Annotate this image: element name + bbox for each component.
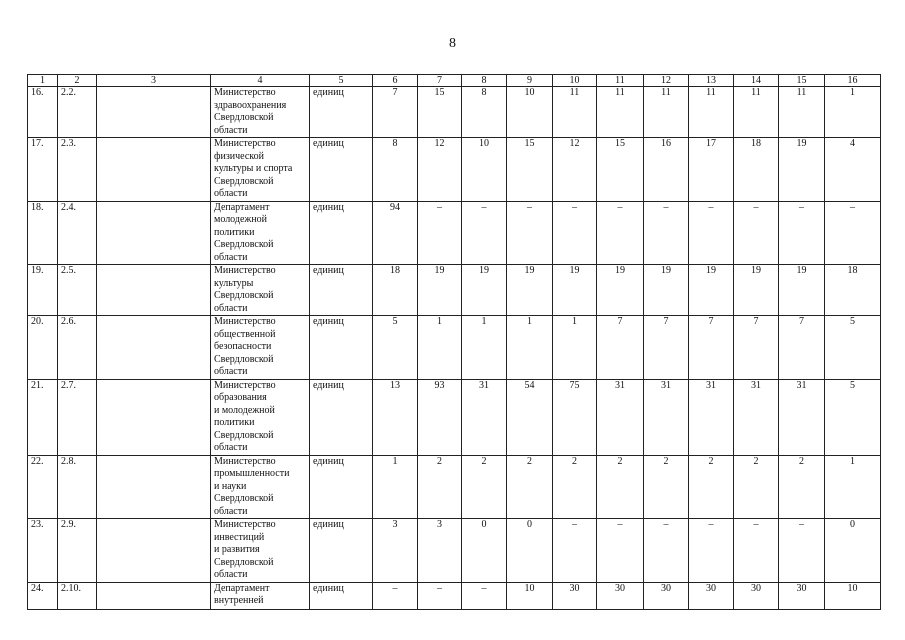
empty-cell bbox=[97, 582, 211, 609]
value-cell: 11 bbox=[734, 87, 779, 138]
value-cell: – bbox=[553, 201, 597, 265]
value-cell: – bbox=[373, 582, 418, 609]
row-number-cell: 23. bbox=[28, 519, 58, 583]
value-cell: 11 bbox=[779, 87, 825, 138]
organization-line: Свердловской bbox=[214, 353, 274, 365]
table-row bbox=[28, 455, 881, 519]
value-cell: 8 bbox=[462, 87, 507, 138]
value-cell: 2 bbox=[462, 455, 507, 519]
organization-line: области bbox=[214, 188, 248, 199]
column-number-cell: 10 bbox=[553, 75, 597, 87]
value-cell: 1 bbox=[553, 316, 597, 380]
value-cell: – bbox=[779, 201, 825, 265]
unit-cell: единиц bbox=[310, 519, 373, 583]
value-cell: 0 bbox=[462, 519, 507, 583]
organization-line: политики bbox=[214, 226, 255, 238]
unit-cell: единиц bbox=[310, 379, 373, 455]
value-cell: – bbox=[462, 201, 507, 265]
value-cell: 7 bbox=[597, 316, 644, 380]
value-cell: 5 bbox=[825, 316, 881, 380]
value-cell: 15 bbox=[597, 138, 644, 202]
row-code-cell: 2.5. bbox=[58, 265, 97, 316]
value-cell: 1 bbox=[825, 87, 881, 138]
organization-line: Министерство bbox=[214, 265, 276, 276]
value-cell: 1 bbox=[373, 455, 418, 519]
organization-line: Департамент bbox=[214, 201, 270, 213]
value-cell: 31 bbox=[779, 379, 825, 455]
organization-cell bbox=[211, 519, 310, 583]
value-cell: 7 bbox=[644, 316, 689, 380]
value-cell: – bbox=[597, 519, 644, 583]
row-code-cell: 2.6. bbox=[58, 316, 97, 380]
value-cell: 18 bbox=[734, 138, 779, 202]
column-number-cell: 16 bbox=[825, 75, 881, 87]
value-cell: – bbox=[825, 201, 881, 265]
table-row bbox=[28, 87, 881, 138]
value-cell: 10 bbox=[825, 582, 881, 609]
row-number-cell: 16. bbox=[28, 87, 58, 138]
value-cell: 19 bbox=[418, 265, 462, 316]
organization-line: Свердловской bbox=[214, 429, 274, 441]
value-cell: 30 bbox=[597, 582, 644, 609]
organization-cell bbox=[211, 582, 310, 609]
column-number-cell: 9 bbox=[507, 75, 553, 87]
organization-line: области bbox=[214, 302, 248, 314]
column-number-row bbox=[28, 75, 881, 87]
organization-cell bbox=[211, 138, 310, 202]
value-cell: 94 bbox=[373, 201, 418, 265]
organization-line: Министерство bbox=[214, 519, 276, 530]
organization-line: Свердловской bbox=[214, 290, 274, 301]
row-code-cell: 2.3. bbox=[58, 138, 97, 202]
value-cell: 31 bbox=[734, 379, 779, 455]
organization-cell bbox=[211, 201, 310, 265]
organization-line: инвестиций bbox=[214, 531, 265, 543]
column-number-cell: 12 bbox=[644, 75, 689, 87]
organization-line: здравоохранения bbox=[214, 99, 287, 111]
value-cell: 0 bbox=[507, 519, 553, 583]
value-cell: 1 bbox=[462, 316, 507, 380]
column-number-cell: 5 bbox=[310, 75, 373, 87]
value-cell: 10 bbox=[507, 582, 553, 609]
organization-line: области bbox=[214, 251, 248, 263]
organization-line: области bbox=[214, 505, 248, 517]
column-number-cell: 3 bbox=[97, 75, 211, 87]
value-cell: 19 bbox=[597, 265, 644, 316]
value-cell: 19 bbox=[644, 265, 689, 316]
value-cell: 1 bbox=[825, 455, 881, 519]
value-cell: 15 bbox=[507, 138, 553, 202]
row-number-cell: 18. bbox=[28, 201, 58, 265]
table-row bbox=[28, 201, 881, 265]
organization-line: промышленности bbox=[214, 468, 290, 479]
value-cell: 7 bbox=[373, 87, 418, 138]
row-code-cell: 2.4. bbox=[58, 201, 97, 265]
organization-line: Министерство bbox=[214, 379, 276, 391]
value-cell: – bbox=[597, 201, 644, 265]
value-cell: 19 bbox=[507, 265, 553, 316]
value-cell: – bbox=[689, 519, 734, 583]
value-cell: 19 bbox=[779, 138, 825, 202]
column-number-cell: 15 bbox=[779, 75, 825, 87]
column-number-cell: 4 bbox=[211, 75, 310, 87]
organization-line: Свердловской bbox=[214, 556, 274, 568]
value-cell: 30 bbox=[644, 582, 689, 609]
value-cell: 2 bbox=[734, 455, 779, 519]
empty-cell bbox=[97, 455, 211, 519]
value-cell: 17 bbox=[689, 138, 734, 202]
value-cell: 30 bbox=[779, 582, 825, 609]
organization-line: Свердловской bbox=[214, 175, 274, 187]
value-cell: 2 bbox=[507, 455, 553, 519]
unit-cell: единиц bbox=[310, 316, 373, 380]
organization-line: внутренней bbox=[214, 595, 264, 606]
empty-cell bbox=[97, 201, 211, 265]
organization-line: Свердловской bbox=[214, 112, 274, 123]
empty-cell bbox=[97, 519, 211, 583]
organization-line: и науки bbox=[214, 480, 247, 492]
value-cell: 4 bbox=[825, 138, 881, 202]
organization-line: и развития bbox=[214, 544, 260, 555]
value-cell: 75 bbox=[553, 379, 597, 455]
row-number-cell: 19. bbox=[28, 265, 58, 316]
value-cell: 31 bbox=[689, 379, 734, 455]
value-cell: 3 bbox=[373, 519, 418, 583]
organization-line: политики bbox=[214, 417, 255, 428]
value-cell: 2 bbox=[644, 455, 689, 519]
column-number-cell: 14 bbox=[734, 75, 779, 87]
table-row bbox=[28, 265, 881, 316]
value-cell: 2 bbox=[553, 455, 597, 519]
value-cell: 7 bbox=[734, 316, 779, 380]
value-cell: 10 bbox=[462, 138, 507, 202]
table-row bbox=[28, 582, 881, 609]
indicator-table bbox=[27, 74, 881, 610]
row-number-cell: 22. bbox=[28, 455, 58, 519]
organization-line: культуры bbox=[214, 277, 254, 289]
value-cell: 5 bbox=[373, 316, 418, 380]
organization-line: культуры и спорта bbox=[214, 163, 293, 174]
row-number-cell: 24. bbox=[28, 582, 58, 609]
table-row bbox=[28, 316, 881, 380]
value-cell: 31 bbox=[462, 379, 507, 455]
value-cell: 12 bbox=[418, 138, 462, 202]
organization-line: области bbox=[214, 442, 248, 453]
organization-line: образования bbox=[214, 392, 267, 403]
column-number-cell: 11 bbox=[597, 75, 644, 87]
value-cell: – bbox=[418, 201, 462, 265]
value-cell: 16 bbox=[644, 138, 689, 202]
row-code-cell: 2.2. bbox=[58, 87, 97, 138]
value-cell: 19 bbox=[553, 265, 597, 316]
value-cell: 19 bbox=[779, 265, 825, 316]
organization-cell bbox=[211, 455, 310, 519]
value-cell: – bbox=[734, 201, 779, 265]
column-number-cell: 2 bbox=[58, 75, 97, 87]
organization-line: Министерство bbox=[214, 87, 276, 98]
column-number-cell: 6 bbox=[373, 75, 418, 87]
value-cell: 7 bbox=[779, 316, 825, 380]
value-cell: 19 bbox=[462, 265, 507, 316]
value-cell: 11 bbox=[689, 87, 734, 138]
value-cell: – bbox=[644, 519, 689, 583]
value-cell: 2 bbox=[689, 455, 734, 519]
value-cell: 30 bbox=[734, 582, 779, 609]
row-code-cell: 2.10. bbox=[58, 582, 97, 609]
empty-cell bbox=[97, 138, 211, 202]
value-cell: 93 bbox=[418, 379, 462, 455]
value-cell: 30 bbox=[553, 582, 597, 609]
row-number-cell: 21. bbox=[28, 379, 58, 455]
value-cell: 1 bbox=[507, 316, 553, 380]
empty-cell bbox=[97, 316, 211, 380]
value-cell: – bbox=[779, 519, 825, 583]
organization-line: Свердловской bbox=[214, 239, 274, 250]
row-number-cell: 20. bbox=[28, 316, 58, 380]
empty-cell bbox=[97, 87, 211, 138]
unit-cell: единиц bbox=[310, 265, 373, 316]
organization-cell bbox=[211, 265, 310, 316]
organization-line: области bbox=[214, 124, 248, 136]
unit-cell: единиц bbox=[310, 87, 373, 138]
organization-line: и молодежной bbox=[214, 404, 275, 416]
value-cell: – bbox=[734, 519, 779, 583]
empty-cell bbox=[97, 265, 211, 316]
value-cell: 2 bbox=[779, 455, 825, 519]
organization-cell bbox=[211, 87, 310, 138]
value-cell: 54 bbox=[507, 379, 553, 455]
value-cell: 11 bbox=[553, 87, 597, 138]
organization-line: Министерство bbox=[214, 316, 276, 327]
organization-line: Министерство bbox=[214, 455, 276, 467]
value-cell: 1 bbox=[418, 316, 462, 380]
organization-line: молодежной bbox=[214, 214, 268, 225]
value-cell: – bbox=[418, 582, 462, 609]
organization-line: Министерство bbox=[214, 138, 276, 149]
row-number-cell: 17. bbox=[28, 138, 58, 202]
value-cell: 11 bbox=[644, 87, 689, 138]
row-code-cell: 2.8. bbox=[58, 455, 97, 519]
value-cell: 7 bbox=[689, 316, 734, 380]
value-cell: 2 bbox=[597, 455, 644, 519]
value-cell: 18 bbox=[373, 265, 418, 316]
column-number-cell: 7 bbox=[418, 75, 462, 87]
unit-cell: единиц bbox=[310, 455, 373, 519]
table-row bbox=[28, 379, 881, 455]
value-cell: 15 bbox=[418, 87, 462, 138]
column-number-cell: 13 bbox=[689, 75, 734, 87]
value-cell: 19 bbox=[734, 265, 779, 316]
value-cell: 19 bbox=[689, 265, 734, 316]
value-cell: 13 bbox=[373, 379, 418, 455]
page-number: 8 bbox=[449, 36, 456, 51]
row-code-cell: 2.9. bbox=[58, 519, 97, 583]
value-cell: – bbox=[462, 582, 507, 609]
value-cell: – bbox=[507, 201, 553, 265]
row-code-cell: 2.7. bbox=[58, 379, 97, 455]
organization-line: общественной bbox=[214, 328, 276, 340]
organization-line: области bbox=[214, 366, 248, 377]
unit-cell: единиц bbox=[310, 138, 373, 202]
value-cell: – bbox=[644, 201, 689, 265]
value-cell: 31 bbox=[597, 379, 644, 455]
value-cell: 30 bbox=[689, 582, 734, 609]
organization-line: области bbox=[214, 569, 248, 580]
value-cell: 2 bbox=[418, 455, 462, 519]
value-cell: 3 bbox=[418, 519, 462, 583]
unit-cell: единиц bbox=[310, 582, 373, 609]
unit-cell: единиц bbox=[310, 201, 373, 265]
value-cell: – bbox=[553, 519, 597, 583]
value-cell: 0 bbox=[825, 519, 881, 583]
value-cell: 8 bbox=[373, 138, 418, 202]
organization-line: физической bbox=[214, 150, 264, 162]
value-cell: 10 bbox=[507, 87, 553, 138]
column-number-cell: 8 bbox=[462, 75, 507, 87]
organization-cell bbox=[211, 316, 310, 380]
table-row bbox=[28, 519, 881, 583]
value-cell: 11 bbox=[597, 87, 644, 138]
value-cell: – bbox=[689, 201, 734, 265]
column-number-cell: 1 bbox=[28, 75, 58, 87]
organization-cell bbox=[211, 379, 310, 455]
value-cell: 12 bbox=[553, 138, 597, 202]
value-cell: 18 bbox=[825, 265, 881, 316]
organization-line: безопасности bbox=[214, 341, 272, 352]
value-cell: 5 bbox=[825, 379, 881, 455]
table-row bbox=[28, 138, 881, 202]
organization-line: Свердловской bbox=[214, 493, 274, 504]
empty-cell bbox=[97, 379, 211, 455]
organization-line: Департамент bbox=[214, 582, 270, 594]
value-cell: 31 bbox=[644, 379, 689, 455]
